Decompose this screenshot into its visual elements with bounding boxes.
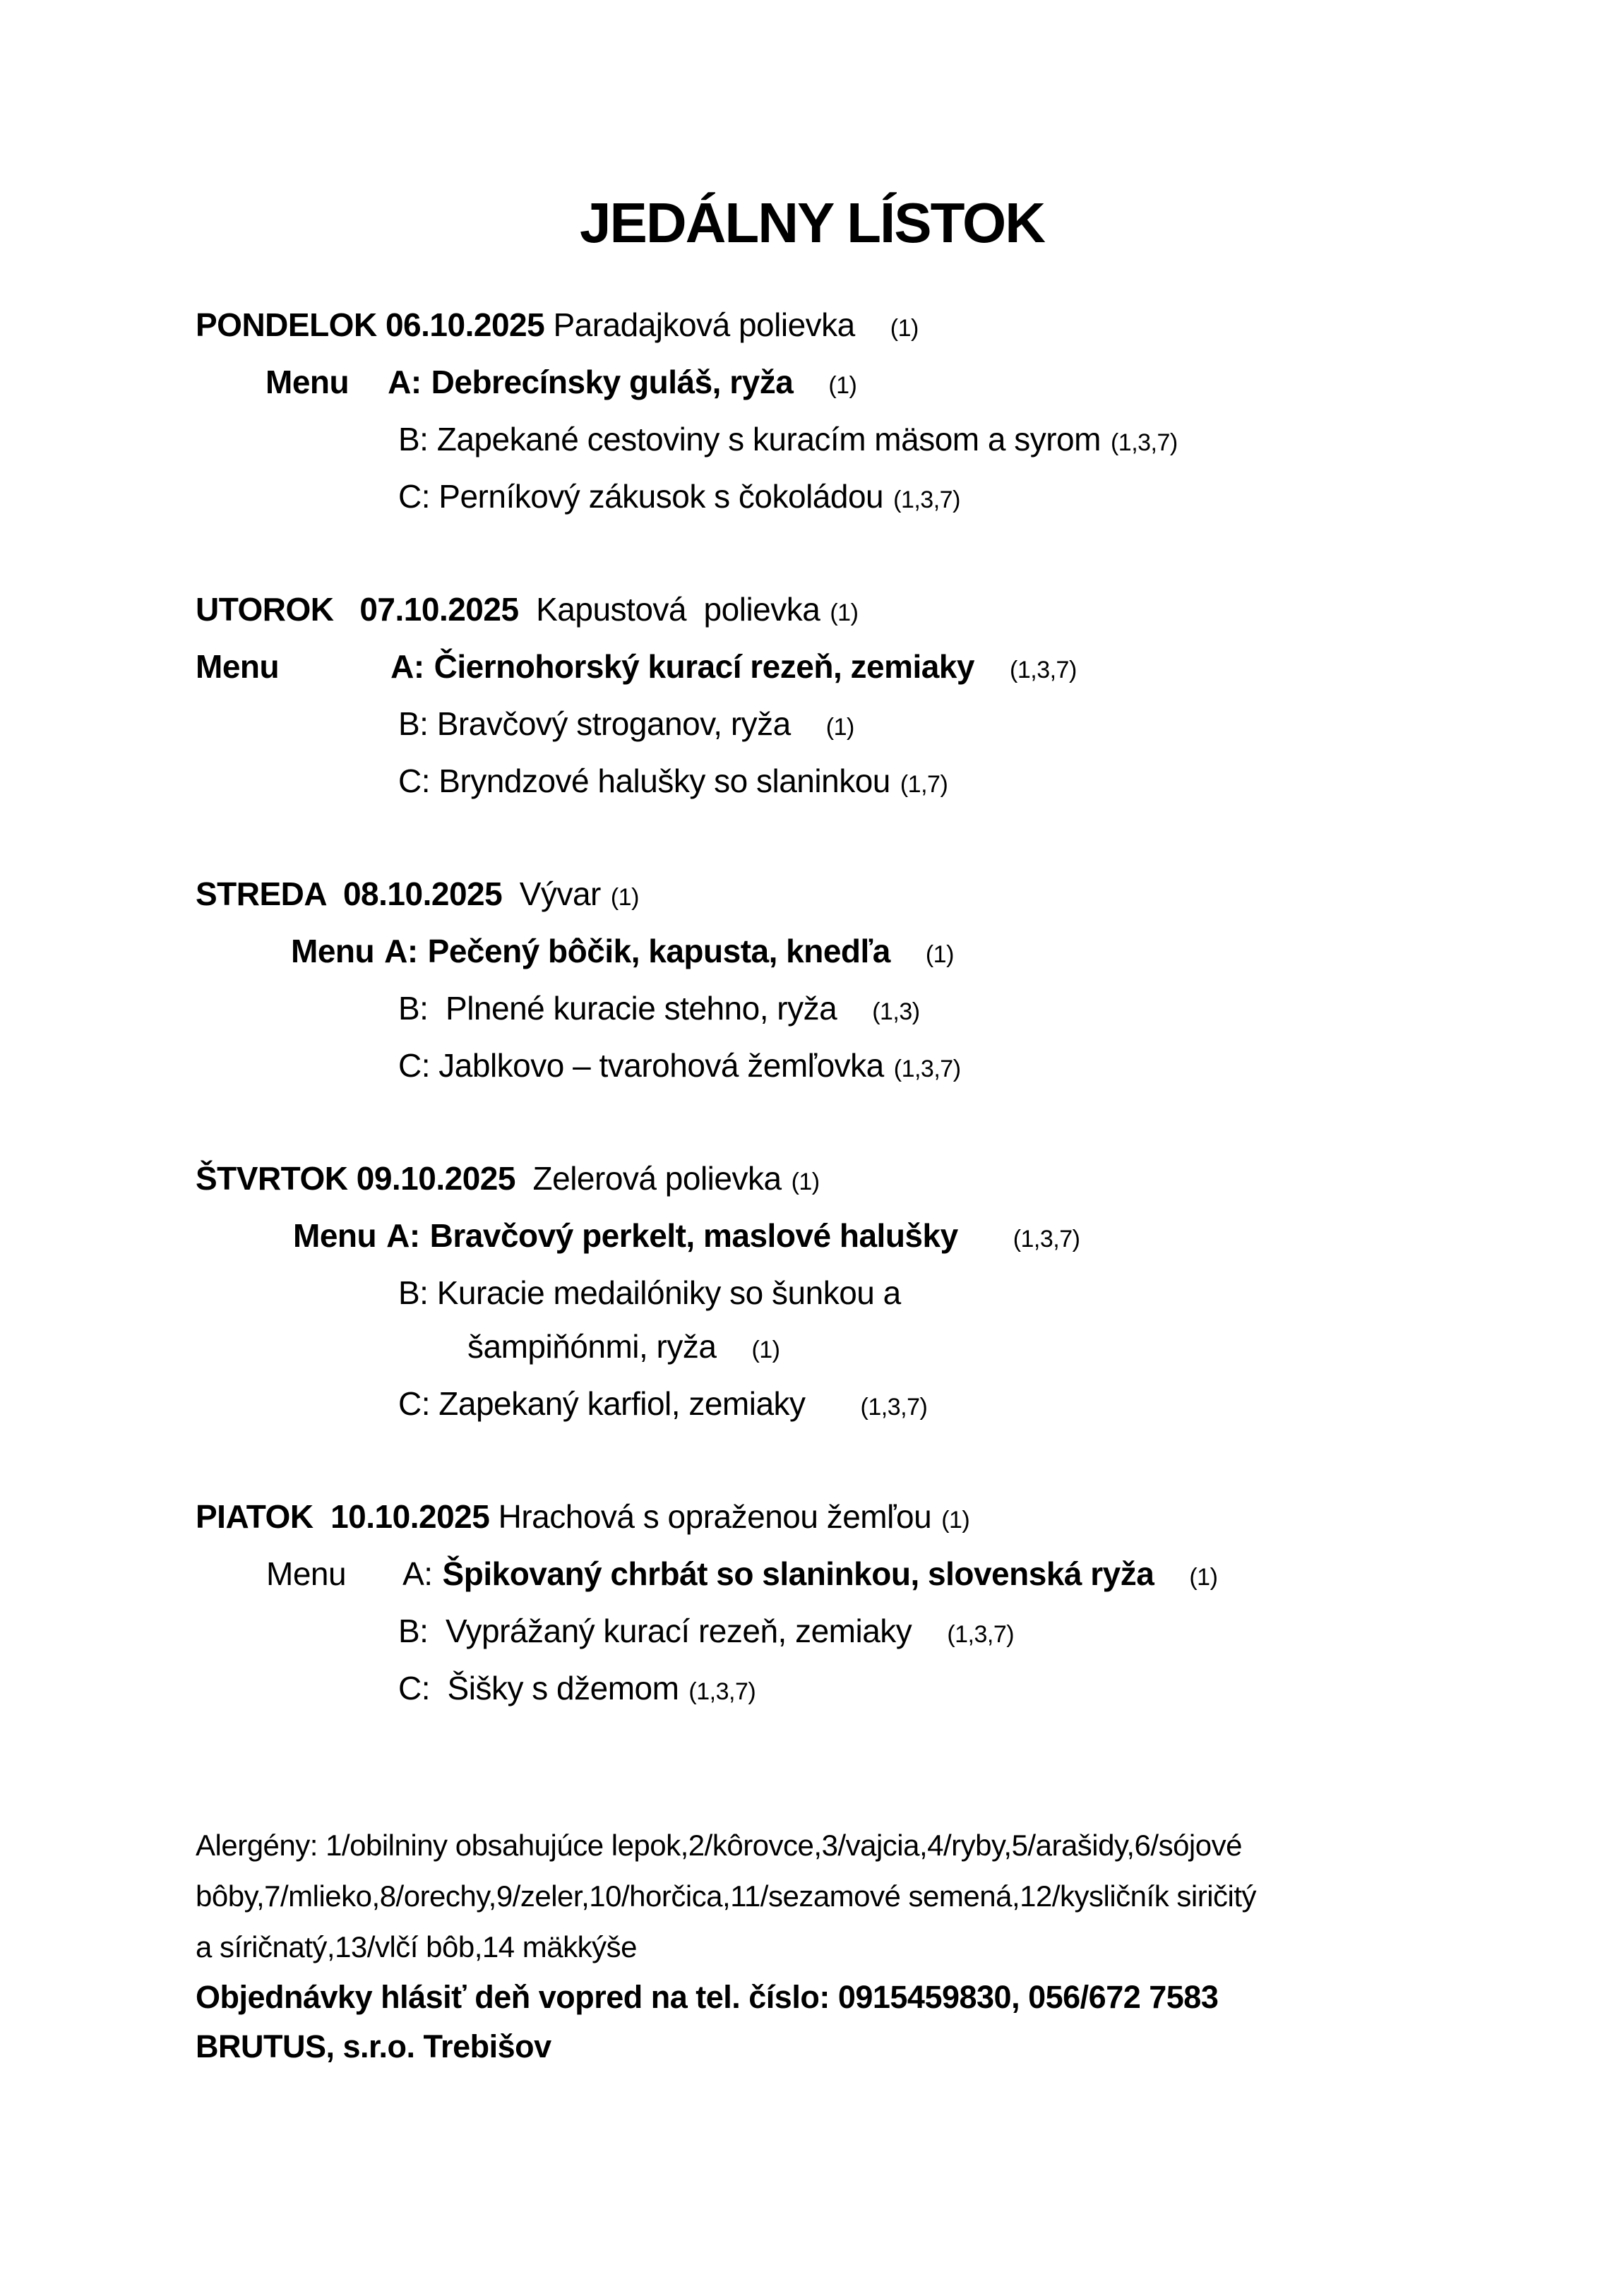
- allergen-codes: (1,3,7): [1010, 657, 1077, 683]
- allergen-codes: (1,3,7): [688, 1678, 756, 1705]
- option-c-dish: C: Zapekaný karfiol, zemiaky: [398, 1385, 806, 1422]
- menu-day-monday: [196, 298, 1511, 527]
- menu-c-row: [196, 1377, 1511, 1434]
- option-b-dish: B: Bravčový stroganov, ryža: [398, 705, 791, 742]
- day-date: PIATOK 10.10.2025: [196, 1498, 490, 1535]
- menu-a-row: [196, 640, 1511, 697]
- menu-day-wednesday: [196, 867, 1511, 1096]
- option-a-dish: Pečený bôčik, kapusta, knedľa: [427, 933, 890, 969]
- page-title: JEDÁLNY LÍSTOK: [579, 191, 1045, 254]
- option-c-dish: C: Bryndzové halušky so slaninkou: [398, 763, 890, 799]
- allergen-codes: (1): [791, 1168, 820, 1195]
- soup-name: Paradajková polievka: [544, 306, 855, 343]
- menu-day-tuesday: [196, 582, 1511, 811]
- allergen-codes: (1,3,7): [947, 1621, 1015, 1648]
- allergen-codes: (1): [830, 599, 859, 626]
- menu-label: Menu: [293, 1217, 377, 1254]
- option-b-dish: B: Plnené kuracie stehno, ryža: [398, 990, 837, 1027]
- option-b-dish-continued: šampiňónmi, ryža: [467, 1328, 717, 1365]
- menu-b-row: [196, 697, 1511, 754]
- allergen-codes: (1,3,7): [893, 486, 960, 513]
- option-b-dish: B: Vyprážaný kurací rezeň, zemiaky: [398, 1613, 912, 1649]
- option-b-dish: B: Zapekané cestoviny s kuracím mäsom a syrom: [398, 421, 1101, 458]
- option-a-dish: Debrecínsky guláš, ryža: [431, 364, 794, 400]
- day-header: [196, 582, 1511, 640]
- allergens-paragraph: [196, 1820, 1511, 1973]
- company-name: BRUTUS, s.r.o. Trebišov: [196, 2028, 551, 2064]
- menu-b-row-continued: [196, 1320, 1511, 1377]
- menu-c-row: [196, 754, 1511, 811]
- allergen-codes: (1): [941, 1507, 970, 1533]
- allergen-codes: (1,3): [872, 998, 920, 1025]
- day-date: PONDELOK 06.10.2025: [196, 306, 545, 343]
- option-c-dish: C: Jablkovo – tvarohová žemľovka: [398, 1047, 884, 1084]
- menu-a-row: [196, 924, 1511, 981]
- option-a-dish: Špikovaný chrbát so slaninkou, slovenská ryža: [442, 1555, 1154, 1592]
- day-date: STREDA 08.10.2025: [196, 875, 503, 912]
- menu-day-thursday: [196, 1152, 1511, 1434]
- option-c-dish: C: Perníkový zákusok s čokoládou: [398, 478, 884, 515]
- allergen-codes: (1,3,7): [1013, 1226, 1080, 1252]
- soup-name: Vývar: [502, 875, 601, 912]
- allergen-codes: (1): [890, 315, 919, 342]
- allergen-codes: (1): [828, 372, 857, 399]
- option-a-label: A:: [384, 933, 418, 969]
- menu-a-row: [196, 355, 1511, 412]
- menu-b-row: [196, 412, 1511, 470]
- menu-content: [196, 298, 1511, 2071]
- footer: [196, 1820, 1511, 2071]
- menu-a-row: [196, 1209, 1511, 1266]
- menu-label: Menu: [265, 364, 350, 400]
- option-a-dish: Bravčový perkelt, maslové halušky: [429, 1217, 958, 1254]
- menu-c-row: [196, 1039, 1511, 1096]
- menu-b-row: [196, 981, 1511, 1039]
- menu-a-row: [196, 1547, 1511, 1604]
- option-a-label: A:: [388, 364, 422, 400]
- allergens-line-3: a síričnatý,13/vlčí bôb,14 mäkkýše: [196, 1930, 637, 1963]
- day-header: [196, 1152, 1511, 1209]
- menu-label: Menu: [266, 1555, 347, 1592]
- allergen-codes: (1,3,7): [893, 1056, 961, 1082]
- option-a-dish: Čiernohorský kurací rezeň, zemiaky: [434, 648, 975, 685]
- allergen-codes: (1): [925, 941, 954, 968]
- allergen-codes: (1,7): [900, 771, 948, 798]
- allergen-codes: (1): [751, 1337, 780, 1363]
- allergen-codes: (1,3,7): [1110, 429, 1178, 456]
- allergen-codes: (1): [610, 884, 639, 911]
- option-b-dish: B: Kuracie medailóniky so šunkou a: [398, 1274, 901, 1311]
- day-header: [196, 298, 1511, 355]
- soup-name: Hrachová s opraženou žemľou: [489, 1498, 932, 1535]
- allergen-codes: (1): [1189, 1564, 1218, 1591]
- menu-c-row: [196, 1661, 1511, 1718]
- day-date: ŠTVRTOK 09.10.2025: [196, 1160, 515, 1197]
- soup-name: Zelerová polievka: [515, 1160, 782, 1197]
- allergen-codes: (1,3,7): [860, 1394, 928, 1421]
- day-header: [196, 867, 1511, 924]
- menu-label: Menu: [291, 933, 375, 969]
- day-date: UTOROK 07.10.2025: [196, 591, 519, 628]
- day-header: [196, 1490, 1511, 1547]
- option-a-label: A:: [386, 1217, 420, 1254]
- menu-day-friday: [196, 1490, 1511, 1718]
- allergens-line-1: Alergény: 1/obilniny obsahujúce lepok,2/kôrovce,3/vajcia,4/ryby,5/arašidy,6/sójové: [196, 1829, 1242, 1862]
- order-instructions: Objednávky hlásiť deň vopred na tel. číslo: 0915459830, 056/672 7583: [196, 1979, 1219, 2015]
- option-a-label: A:: [402, 1555, 433, 1592]
- menu-label: Menu: [196, 648, 280, 685]
- menu-b-row: [196, 1266, 1511, 1320]
- soup-name: Kapustová polievka: [518, 591, 820, 628]
- option-c-dish: C: Šišky s džemom: [398, 1670, 679, 1706]
- allergen-codes: (1): [825, 714, 854, 741]
- menu-b-row: [196, 1604, 1511, 1661]
- allergens-line-2: bôby,7/mlieko,8/orechy,9/zeler,10/horčica,11/sezamové semená,12/kysličník siričitý: [196, 1879, 1257, 1913]
- option-a-label: A:: [390, 648, 424, 685]
- menu-c-row: [196, 470, 1511, 527]
